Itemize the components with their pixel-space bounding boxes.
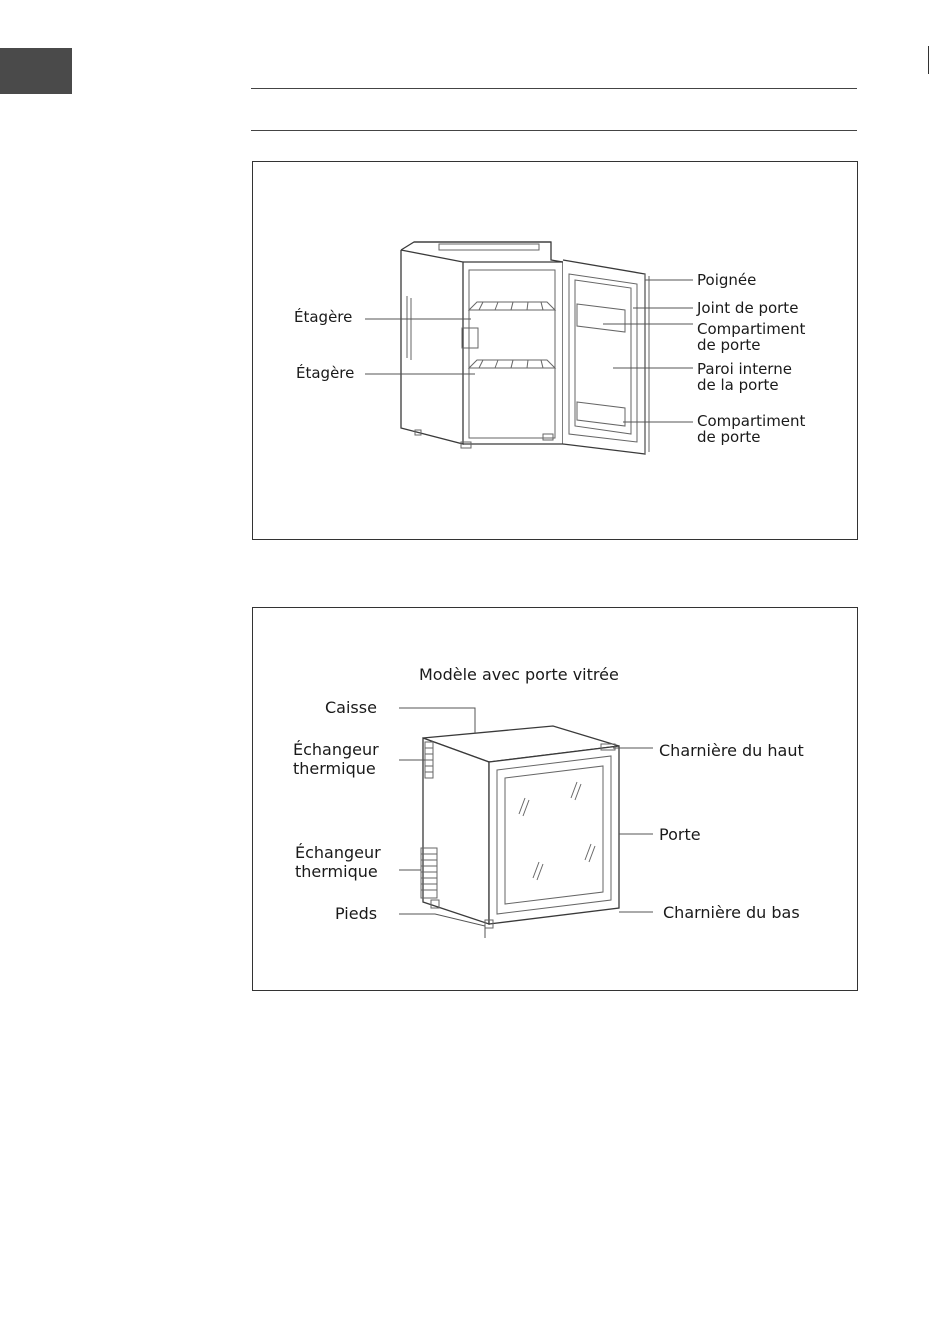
label-heat-exchanger-2-line2: thermique xyxy=(295,862,378,881)
label-door-compartment-1-line2: de porte xyxy=(697,336,761,354)
label-door-compartment-1-line1: Compartiment xyxy=(697,320,806,338)
label-shelf-top: Étagère xyxy=(294,308,353,326)
header-rule-top xyxy=(251,88,857,89)
label-door-seal: Joint de porte xyxy=(697,299,799,317)
label-feet: Pieds xyxy=(335,904,378,923)
figure2-title: Modèle avec porte vitrée xyxy=(419,665,619,684)
figure-open-fridge xyxy=(252,161,858,540)
fridge-cabinet-drawing xyxy=(401,242,649,454)
label-door-inner-wall-line2: de la porte xyxy=(697,376,779,394)
label-heat-exchanger-1-line2: thermique xyxy=(293,759,376,778)
glass-door-diagram xyxy=(253,608,857,990)
label-cabinet: Caisse xyxy=(325,698,377,717)
label-handle: Poignée xyxy=(697,271,757,289)
label-door-compartment-2-line1: Compartiment xyxy=(697,412,806,430)
label-door: Porte xyxy=(659,825,701,844)
label-shelf-bottom: Étagère xyxy=(296,364,355,382)
open-fridge-diagram xyxy=(253,162,857,539)
label-top-hinge: Charnière du haut xyxy=(659,741,804,760)
label-door-inner-wall-line1: Paroi interne xyxy=(697,360,792,378)
label-heat-exchanger-2-line1: Échangeur xyxy=(295,843,381,862)
label-door-compartment-2-line2: de porte xyxy=(697,428,761,446)
crop-mark xyxy=(928,46,929,74)
label-heat-exchanger-1-line1: Échangeur xyxy=(293,740,379,759)
language-tab xyxy=(0,48,72,94)
label-bottom-hinge: Charnière du bas xyxy=(663,903,800,922)
glass-fridge-drawing xyxy=(421,726,619,928)
figure-glass-door-model xyxy=(252,607,858,991)
header-rule-bottom xyxy=(251,130,857,131)
